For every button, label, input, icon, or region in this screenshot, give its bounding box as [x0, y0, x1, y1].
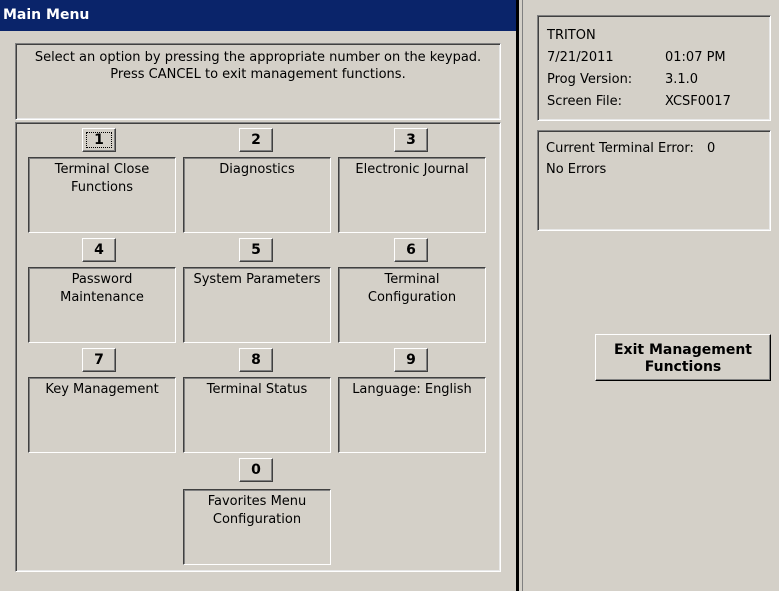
option-password-maintenance[interactable]: Password Maintenance — [28, 267, 176, 343]
prog-version-row — [547, 69, 770, 91]
error-code: 0 — [707, 141, 716, 156]
prog-version-value: 3.1.0 — [665, 72, 699, 87]
option-terminal-configuration[interactable]: Terminal Configuration — [338, 267, 486, 343]
instructions-panel — [15, 43, 501, 120]
error-message: No Errors — [546, 162, 607, 177]
key-0-button[interactable]: 0 — [239, 458, 273, 482]
key-2-button[interactable]: 2 — [239, 128, 273, 152]
option-terminal-status[interactable]: Terminal Status — [183, 377, 331, 453]
terminal-info-panel — [537, 15, 771, 121]
window-titlebar — [0, 0, 516, 31]
error-panel — [537, 130, 771, 231]
option-key-management[interactable]: Key Management — [28, 377, 176, 453]
key-3-button[interactable]: 3 — [394, 128, 428, 152]
key-8-button[interactable]: 8 — [239, 348, 273, 372]
date-time-row — [547, 47, 770, 69]
option-electronic-journal[interactable]: Electronic Journal — [338, 157, 486, 233]
screen-file-value: XCSF0017 — [665, 94, 731, 109]
key-5-button[interactable]: 5 — [239, 238, 273, 262]
option-diagnostics[interactable]: Diagnostics — [183, 157, 331, 233]
prog-version-label: Prog Version: — [547, 72, 633, 87]
key-6-button[interactable]: 6 — [394, 238, 428, 262]
option-system-parameters[interactable]: System Parameters — [183, 267, 331, 343]
terminal-name: TRITON — [547, 28, 596, 43]
option-favorites-menu-configuration[interactable]: Favorites Menu Configuration — [183, 489, 331, 565]
exit-button-line-1: Exit Management — [613, 342, 752, 358]
error-label: Current Terminal Error: — [546, 141, 694, 156]
instructions-line-1: Select an option by pressing the appropriate number on the keypad. — [34, 50, 482, 65]
window-title: Main Menu — [3, 7, 90, 23]
option-terminal-close-functions[interactable]: Terminal Close Functions — [28, 157, 176, 233]
terminal-date: 7/21/2011 — [547, 50, 614, 65]
exit-management-button[interactable] — [595, 334, 771, 381]
key-7-button[interactable]: 7 — [82, 348, 116, 372]
terminal-time: 01:07 PM — [665, 50, 726, 65]
option-language[interactable]: Language: English — [338, 377, 486, 453]
screen-file-label: Screen File: — [547, 94, 622, 109]
key-4-button[interactable]: 4 — [82, 238, 116, 262]
exit-button-line-2: Functions — [644, 359, 722, 375]
panel-divider — [516, 0, 523, 591]
key-1-button[interactable]: 1 — [82, 128, 116, 152]
error-row — [546, 138, 770, 159]
instructions-line-2: Press CANCEL to exit management functions. — [110, 67, 406, 82]
screen-file-row — [547, 91, 770, 113]
key-9-button[interactable]: 9 — [394, 348, 428, 372]
